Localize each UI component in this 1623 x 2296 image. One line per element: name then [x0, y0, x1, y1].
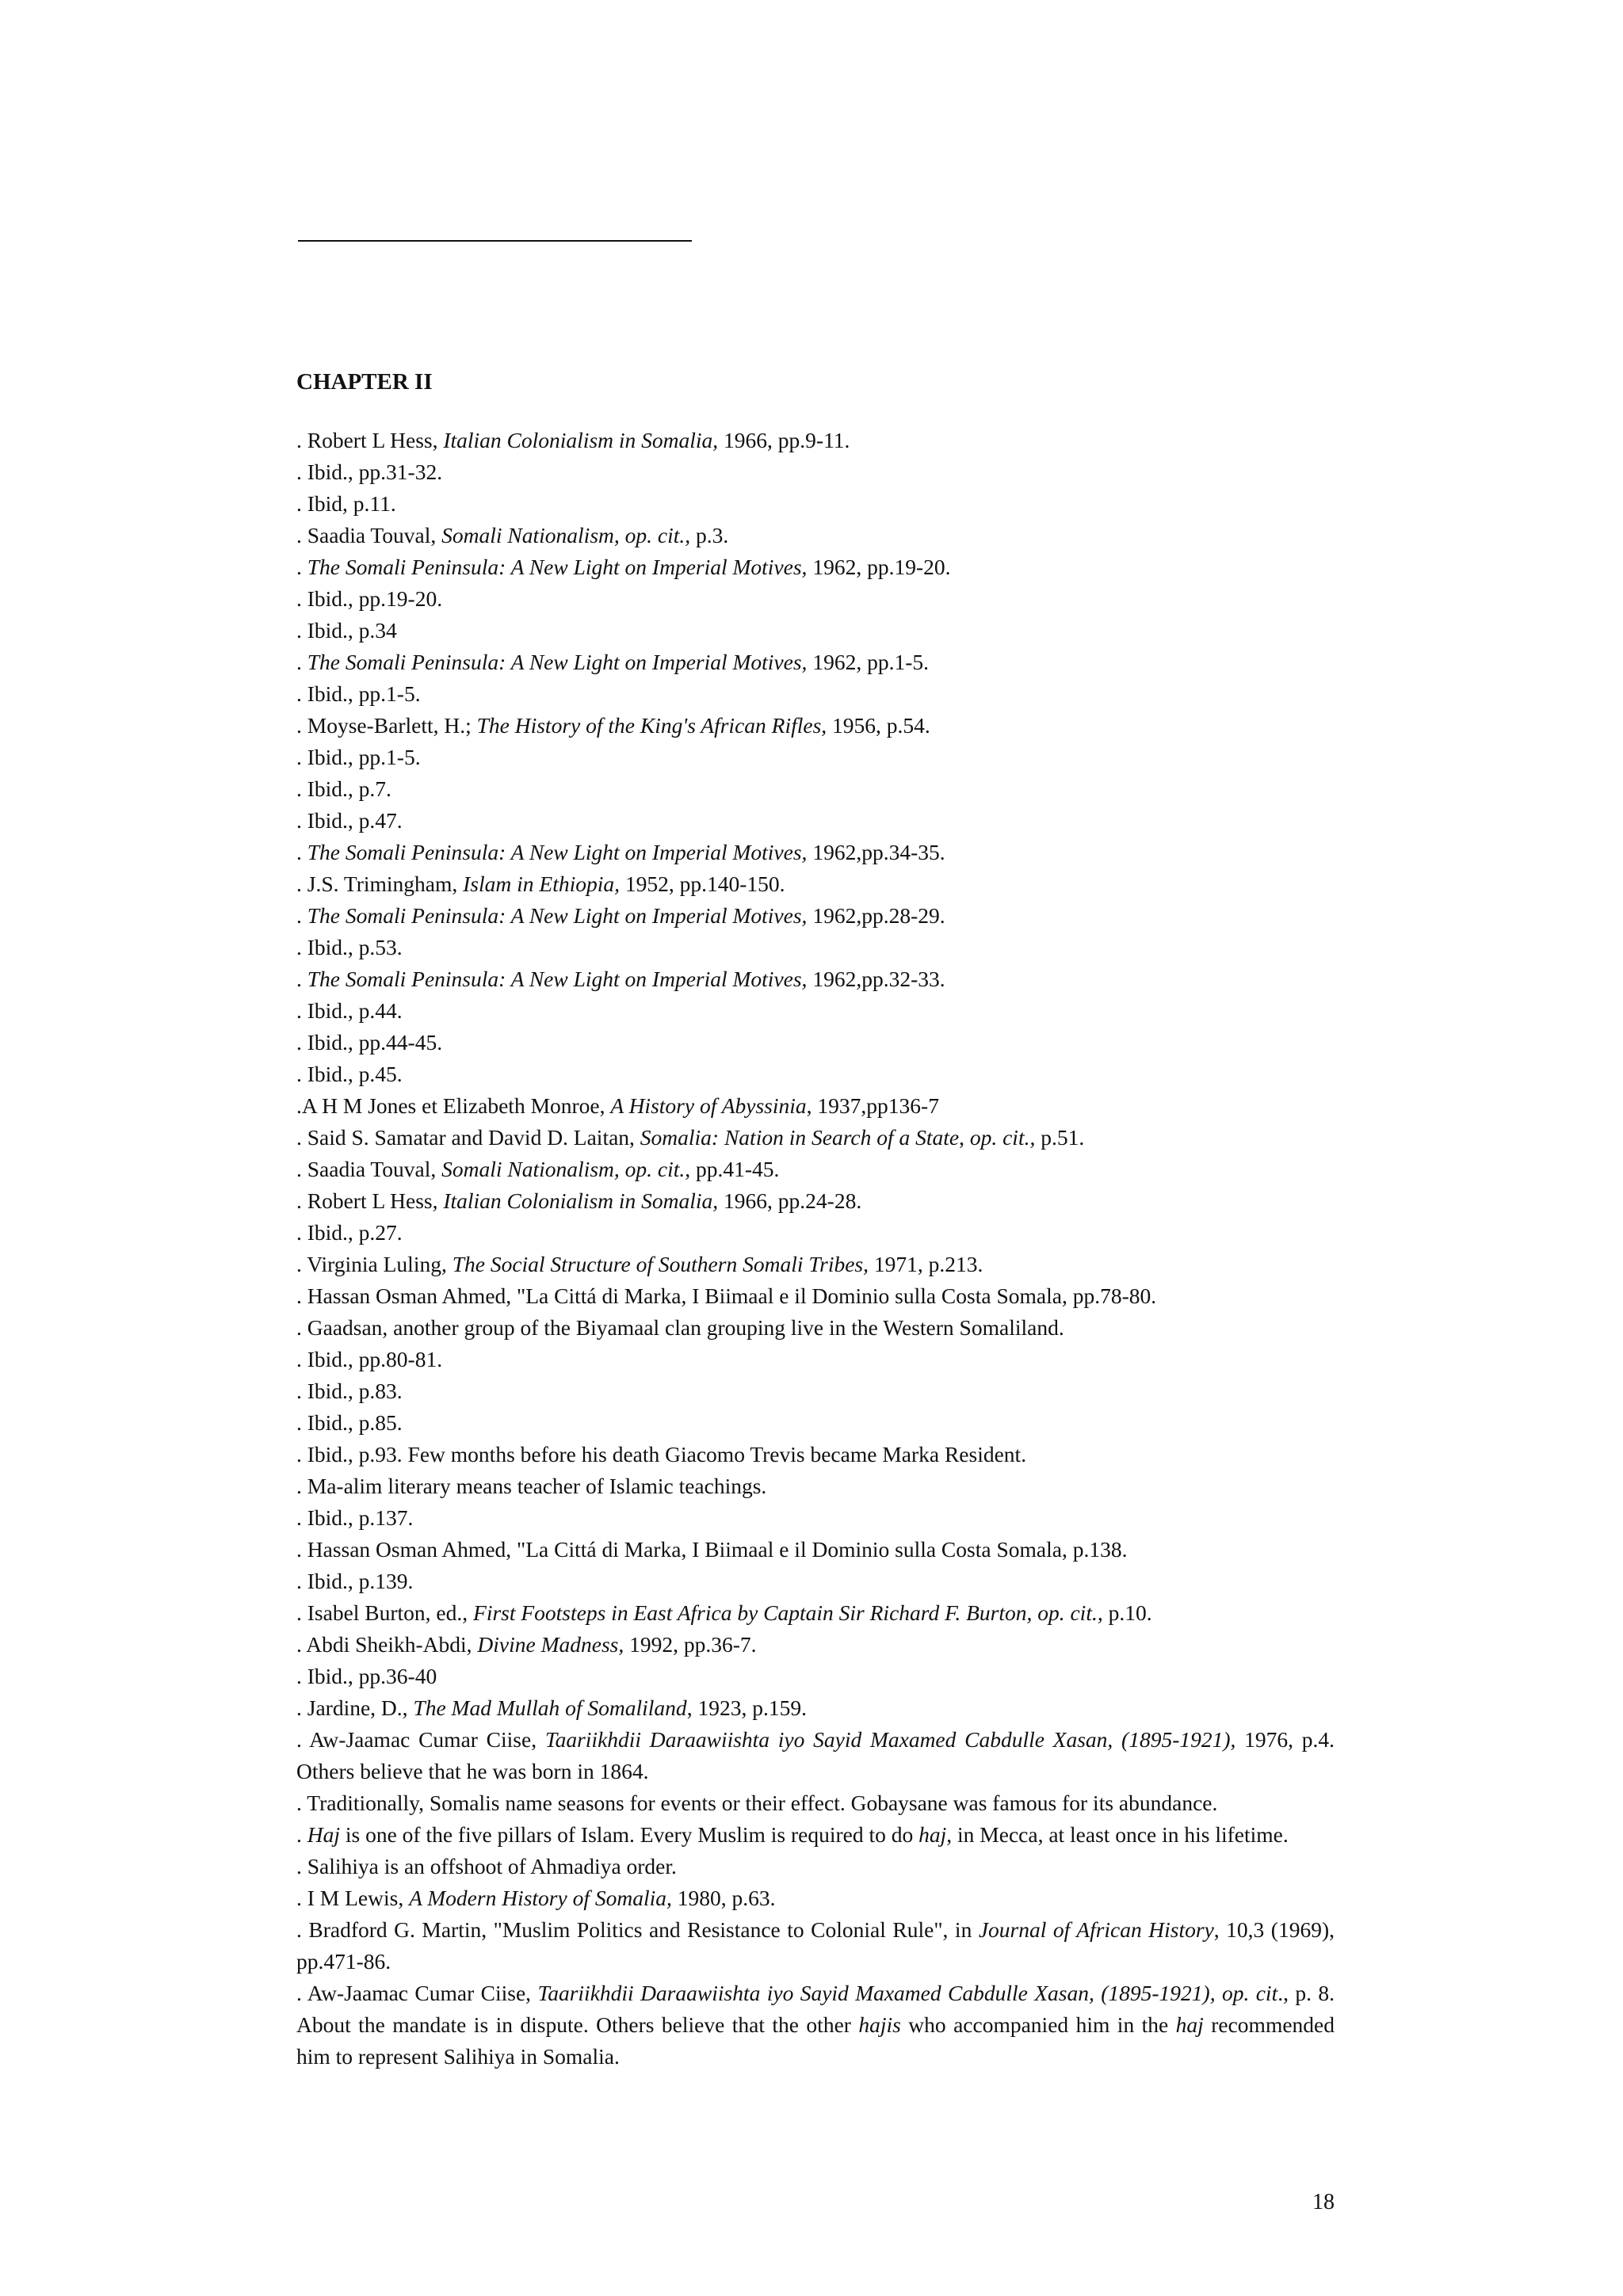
endnote-text: 1962,pp.34-35.: [807, 840, 945, 864]
endnote-text: .: [296, 903, 307, 928]
endnote-text: .: [296, 650, 307, 674]
endnote-text: . Ibid, p.11.: [296, 491, 396, 516]
endnote-title-italic: The Social Structure of Southern Somali Tribes,: [452, 1252, 869, 1276]
endnote-text: 1971, p.213.: [869, 1252, 983, 1276]
endnote-text: . Said S. Samatar and David D. Laitan,: [296, 1125, 640, 1150]
endnote-text: 1962, pp.1-5.: [807, 650, 929, 674]
endnote-title-italic: Haj: [307, 1822, 340, 1847]
endnote-text: . Jardine, D.,: [296, 1695, 414, 1720]
endnote-text: .: [296, 1822, 307, 1847]
endnote-text: . Ibid., pp.31-32.: [296, 460, 443, 484]
endnote-item: [296, 773, 1335, 805]
endnote-text: , 1937,pp136-7: [806, 1093, 939, 1118]
endnote-text: . Ibid., pp.1-5.: [296, 681, 421, 706]
endnote-text: p.51.: [1035, 1125, 1085, 1150]
endnote-text: . Ibid., p.137.: [296, 1505, 414, 1530]
endnote-title-italic: op. cit.,: [969, 1125, 1036, 1150]
endnote-item: [296, 1185, 1335, 1217]
endnote-item: [296, 742, 1335, 773]
endnote-item: [296, 1280, 1335, 1312]
endnote-text: . Ibid., pp.44-45.: [296, 1030, 443, 1055]
endnote-text: .A H M Jones et Elizabeth Monroe,: [296, 1093, 611, 1118]
endnote-item: [296, 963, 1335, 995]
endnote-title-italic: Somalia: Nation in Search of a State: [640, 1125, 960, 1150]
endnote-item: [296, 837, 1335, 868]
endnote-item: [296, 1249, 1335, 1280]
endnote-text: , 1923, p.159.: [686, 1695, 807, 1720]
endnote-item: [296, 868, 1335, 900]
endnote-text: . Salihiya is an offshoot of Ahmadiya order.: [296, 1854, 677, 1878]
endnote-item: [296, 900, 1335, 932]
endnote-title-italic: Taariikhdii Daraawiishta iyo Sayid Maxamed Cabdulle Xasan, (1895-1921),: [544, 1727, 1236, 1752]
endnote-text: . Ibid., p.45.: [296, 1062, 403, 1086]
endnote-text: .: [296, 555, 307, 579]
endnote-item: [296, 1122, 1335, 1154]
endnote-item: [296, 1692, 1335, 1724]
endnote-title-italic: The Somali Peninsula: A New Light on Imperial Motives,: [307, 903, 808, 928]
endnote-title-italic: The Somali Peninsula: A New Light on Imperial Motives,: [307, 555, 808, 579]
endnote-item: [296, 425, 1335, 456]
endnote-title-italic: Italian Colonialism in Somalia,: [443, 1188, 719, 1213]
endnotes-list: [296, 425, 1335, 2073]
endnote-item: [296, 1724, 1335, 1787]
endnote-text: , in Mecca, at least once in his lifetime.: [946, 1822, 1289, 1847]
endnote-text: 1956, p.54.: [827, 713, 930, 738]
endnote-item: [296, 1978, 1335, 2073]
endnote-text: is one of the five pillars of Islam. Every Muslim is required to do: [340, 1822, 919, 1847]
endnote-text: . Aw-Jaamac Cumar Ciise,: [296, 1981, 538, 2005]
endnote-text: who accompanied him in the: [900, 2012, 1176, 2037]
endnote-item: [296, 1470, 1335, 1502]
endnote-text: . Robert L Hess,: [296, 428, 444, 452]
endnote-item: [296, 1407, 1335, 1439]
endnote-item: [296, 1851, 1335, 1882]
endnote-text: . Ibid., pp.80-81.: [296, 1347, 443, 1371]
endnote-title-italic: A History of Abyssinia: [610, 1093, 807, 1118]
endnote-item: [296, 520, 1335, 551]
endnote-text: . Abdi Sheikh-Abdi,: [296, 1632, 478, 1657]
endnote-text: . Isabel Burton, ed.,: [296, 1600, 474, 1625]
endnote-title-italic: The History of the King's African Rifles,: [476, 713, 827, 738]
endnote-text: .: [296, 840, 307, 864]
endnote-text: . Traditionally, Somalis name seasons for events or their effect. Gobaysane was famous for its abundance.: [296, 1791, 1218, 1815]
endnote-item: [296, 1502, 1335, 1534]
endnote-text: . Gaadsan, another group of the Biyamaal clan grouping live in the Western Somaliland.: [296, 1315, 1064, 1340]
endnote-text: . Ibid., pp.1-5.: [296, 745, 421, 769]
endnote-item: [296, 1375, 1335, 1407]
endnote-item: [296, 1312, 1335, 1344]
footnote-separator-rule: [298, 240, 692, 242]
endnote-item: [296, 456, 1335, 488]
endnote-text: . Hassan Osman Ahmed, "La Cittá di Marka, I Biimaal e il Dominio sulla Costa Somala, p.138.: [296, 1537, 1128, 1562]
endnote-text: 1966, pp.24-28.: [718, 1188, 862, 1213]
endnote-text: 1962,pp.28-29.: [807, 903, 945, 928]
endnote-text: . Virginia Luling,: [296, 1252, 453, 1276]
endnote-item: [296, 1882, 1335, 1914]
endnote-title-italic: First Footsteps in East Africa by Captain Sir Richard F. Burton, op. cit.,: [473, 1600, 1103, 1625]
endnote-item: [296, 710, 1335, 742]
endnote-item: [296, 1534, 1335, 1566]
endnote-item: [296, 1027, 1335, 1058]
chapter-heading: CHAPTER II: [296, 369, 433, 395]
endnote-text: . Ma-alim literary means teacher of Islamic teachings.: [296, 1474, 767, 1498]
endnote-item: [296, 1217, 1335, 1249]
endnote-item: [296, 1058, 1335, 1090]
endnote-text: . Robert L Hess,: [296, 1188, 444, 1213]
endnote-text: . Ibid., p.85.: [296, 1410, 403, 1435]
endnote-text: . Ibid., p.34: [296, 618, 397, 643]
endnote-text: 1992, pp.36-7.: [624, 1632, 757, 1657]
endnote-text: ., p. 8. About the mandate is in dispute. Others believe that the other: [296, 1981, 1335, 2037]
endnote-text: 1976, p.4. Others believe that he was born in 1864.: [296, 1727, 1335, 1783]
endnote-title-italic: haj: [1175, 2012, 1204, 2037]
endnote-text: , pp.41-45.: [685, 1157, 780, 1181]
endnote-item: [296, 1629, 1335, 1661]
endnote-text: p.10.: [1102, 1600, 1152, 1625]
endnote-text: 1966, pp.9-11.: [718, 428, 850, 452]
endnote-title-italic: Somali Nationalism, op. cit.,: [441, 523, 691, 547]
endnote-text: . I M Lewis,: [296, 1886, 410, 1910]
endnote-text: . Ibid., p.7.: [296, 776, 391, 801]
endnote-text: . Ibid., p.139.: [296, 1569, 414, 1593]
endnote-text: . J.S. Trimingham,: [296, 871, 464, 896]
endnote-item: [296, 1661, 1335, 1692]
endnote-title-italic: A Modern History of Somalia,: [409, 1886, 672, 1910]
endnote-title-italic: Taariikhdii Daraawiishta iyo Sayid Maxamed Cabdulle Xasan, (1895-1921), op. cit: [537, 1981, 1278, 2005]
endnote-item: [296, 1090, 1335, 1122]
endnote-title-italic: The Mad Mullah of Somaliland: [413, 1695, 687, 1720]
endnote-title-italic: Divine Madness,: [477, 1632, 624, 1657]
endnote-text: . Ibid., pp.19-20.: [296, 586, 443, 611]
endnote-text: .: [296, 967, 307, 991]
endnote-text: . Saadia Touval,: [296, 523, 442, 547]
endnote-text: . Ibid., p.47.: [296, 808, 403, 833]
endnote-text: . Moyse-Barlett, H.;: [296, 713, 477, 738]
endnote-text: recommended him to represent Salihiya in Somalia.: [296, 2012, 1335, 2069]
endnote-text: 1962,pp.32-33.: [807, 967, 945, 991]
endnote-item: [296, 1597, 1335, 1629]
endnote-title-italic: Somali Nationalism, op. cit.: [441, 1157, 685, 1181]
endnote-item: [296, 1914, 1335, 1978]
endnote-text: . Ibid., p.44.: [296, 998, 403, 1023]
endnote-item: [296, 995, 1335, 1027]
endnote-text: p.3.: [690, 523, 729, 547]
endnote-item: [296, 583, 1335, 615]
endnote-text: . Bradford G. Martin, "Muslim Politics and Resistance to Colonial Rule", in: [296, 1917, 979, 1942]
endnote-text: . Ibid., pp.36-40: [296, 1664, 437, 1688]
page-number: 18: [1312, 2190, 1335, 2214]
endnote-item: [296, 932, 1335, 963]
endnote-item: [296, 1566, 1335, 1597]
endnote-text: . Saadia Touval,: [296, 1157, 442, 1181]
endnote-title-italic: The Somali Peninsula: A New Light on Imperial Motives,: [307, 840, 808, 864]
endnote-text: 1962, pp.19-20.: [807, 555, 951, 579]
endnote-text: ,: [959, 1125, 970, 1150]
endnote-title-italic: The Somali Peninsula: A New Light on Imperial Motives,: [307, 967, 808, 991]
endnote-item: [296, 805, 1335, 837]
endnote-title-italic: The Somali Peninsula: A New Light on Imperial Motives,: [307, 650, 808, 674]
endnote-item: [296, 551, 1335, 583]
endnote-text: . Ibid., p.27.: [296, 1220, 403, 1245]
endnote-text: , 10,3 (1969), pp.471-86.: [296, 1917, 1335, 1974]
endnote-item: [296, 678, 1335, 710]
endnote-text: . Hassan Osman Ahmed, "La Cittá di Marka, I Biimaal e il Dominio sulla Costa Somala, pp.78-80.: [296, 1283, 1157, 1308]
endnote-title-italic: Italian Colonialism in Somalia,: [443, 428, 719, 452]
endnote-text: . Ibid., p.83.: [296, 1379, 403, 1403]
endnote-item: [296, 1439, 1335, 1470]
endnote-title-italic: Journal of African History: [978, 1917, 1214, 1942]
endnote-item: [296, 1344, 1335, 1375]
endnote-text: . Ibid., p.53.: [296, 935, 403, 959]
endnote-item: [296, 646, 1335, 678]
endnote-text: 1980, p.63.: [671, 1886, 776, 1910]
endnote-item: [296, 1787, 1335, 1819]
endnote-item: [296, 1154, 1335, 1185]
endnotes-section: [296, 366, 1335, 2073]
endnote-title-italic: Islam in Ethiopia,: [463, 871, 620, 896]
endnote-item: [296, 488, 1335, 520]
endnote-text: . Ibid., p.93. Few months before his death Giacomo Trevis became Marka Resident.: [296, 1442, 1027, 1466]
endnote-title-italic: hajis: [858, 2012, 901, 2037]
endnote-title-italic: haj: [918, 1822, 947, 1847]
endnote-item: [296, 1819, 1335, 1851]
endnote-text: . Aw-Jaamac Cumar Ciise,: [296, 1727, 545, 1752]
endnote-text: 1952, pp.140-150.: [620, 871, 785, 896]
endnote-item: [296, 615, 1335, 646]
